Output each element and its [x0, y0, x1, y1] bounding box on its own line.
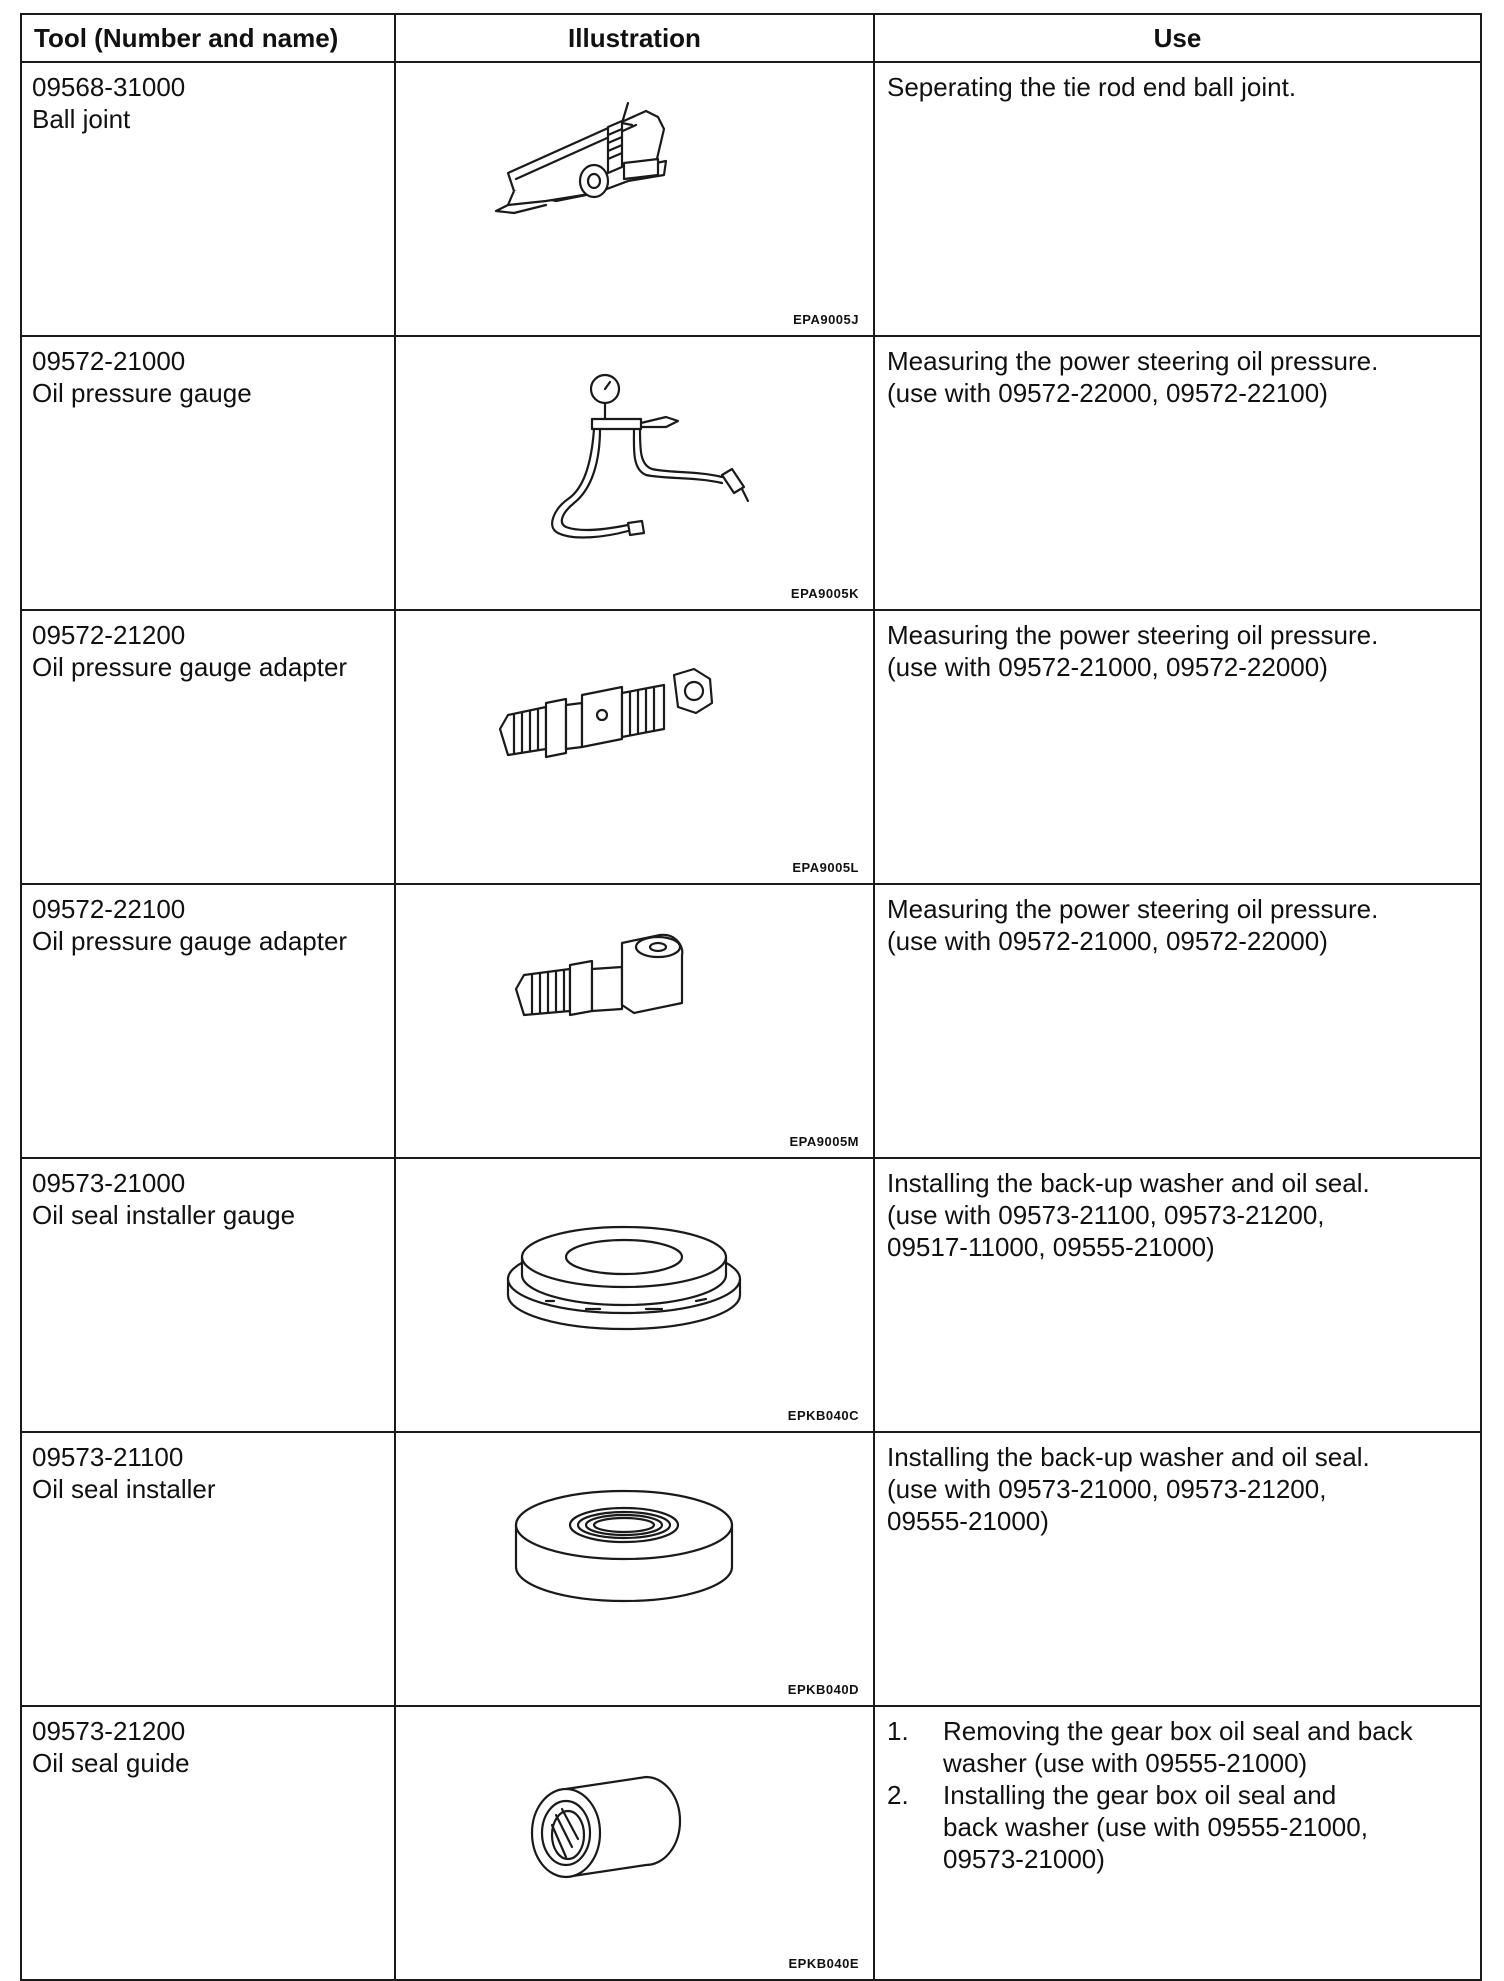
figure-code: EPKB040C [787, 1408, 859, 1423]
special-tools-table [20, 13, 1482, 1981]
thick-ring-icon [396, 1433, 875, 1689]
use-text: Installing the back-up washer and oil seal. [887, 1168, 1370, 1198]
header-tool: Tool (Number and name) [21, 14, 395, 62]
illustration-cell [395, 336, 874, 610]
use-text: (use with 09572-21000, 09572-22000) [887, 926, 1328, 956]
threaded-adapter-with-nut-icon [396, 611, 875, 867]
table-row [21, 1706, 1481, 1980]
use-cell [874, 336, 1481, 610]
tool-number: 09572-21200 [32, 620, 186, 650]
tool-name: Oil seal installer [32, 1474, 216, 1504]
tool-cell [21, 62, 395, 336]
list-item [887, 1779, 1468, 1875]
tool-number: 09568-31000 [32, 72, 186, 102]
tool-cell [21, 1432, 395, 1706]
figure-code: EPA9005L [792, 860, 859, 875]
use-cell [874, 1158, 1481, 1432]
step-text: 09573-21000) [943, 1844, 1105, 1874]
use-text: 09517-11000, 09555-21000) [887, 1232, 1215, 1262]
figure-code: EPKB040E [788, 1956, 859, 1971]
illustration-cell [395, 884, 874, 1158]
use-text: 09555-21000) [887, 1506, 1049, 1536]
use-cell [874, 884, 1481, 1158]
tool-name: Oil pressure gauge adapter [32, 926, 348, 956]
table-row [21, 1432, 1481, 1706]
step-text: washer (use with 09555-21000) [943, 1748, 1308, 1778]
table-row [21, 336, 1481, 610]
tool-cell [21, 1158, 395, 1432]
tool-number: 09573-21000 [32, 1168, 186, 1198]
tool-name: Oil seal installer gauge [32, 1200, 296, 1230]
step-text: back washer (use with 09555-21000, [943, 1812, 1368, 1842]
use-text: Measuring the power steering oil pressure. [887, 894, 1379, 924]
use-text: (use with 09572-22000, 09572-22100) [887, 378, 1328, 408]
step-number: 2. [887, 1780, 909, 1810]
figure-code: EPA9005J [793, 312, 859, 327]
tool-cell [21, 610, 395, 884]
table-row [21, 62, 1481, 336]
use-text: (use with 09572-21000, 09572-22000) [887, 652, 1328, 682]
use-text: Measuring the power steering oil pressure. [887, 346, 1379, 376]
table-row [21, 1158, 1481, 1432]
list-item [887, 1715, 1468, 1779]
use-text: Measuring the power steering oil pressure. [887, 620, 1379, 650]
table-row [21, 610, 1481, 884]
step-text: Removing the gear box oil seal and back [943, 1716, 1413, 1746]
table-row [21, 884, 1481, 1158]
tool-name: Oil seal guide [32, 1748, 190, 1778]
use-text: (use with 09573-21000, 09573-21200, [887, 1474, 1327, 1504]
tool-number: 09572-22100 [32, 894, 186, 924]
use-text: (use with 09573-21100, 09573-21200, [887, 1200, 1325, 1230]
tool-cell [21, 1706, 395, 1980]
figure-code: EPA9005M [789, 1134, 859, 1149]
illustration-cell [395, 1432, 874, 1706]
use-cell [874, 610, 1481, 884]
illustration-cell [395, 1158, 874, 1432]
ball-joint-puller-icon [396, 63, 875, 319]
tool-number: 09572-21000 [32, 346, 186, 376]
tool-name: Ball joint [32, 104, 131, 134]
illustration-cell [395, 62, 874, 336]
sleeve-icon [396, 1707, 875, 1963]
use-text: Seperating the tie rod end ball joint. [887, 72, 1297, 102]
illustration-cell [395, 1706, 874, 1980]
use-cell [874, 1706, 1481, 1980]
tool-name: Oil pressure gauge [32, 378, 252, 408]
tool-name: Oil pressure gauge adapter [32, 652, 348, 682]
tool-cell [21, 884, 395, 1158]
header-row [21, 14, 1481, 62]
use-text: Installing the back-up washer and oil seal. [887, 1442, 1370, 1472]
figure-code: EPA9005K [790, 586, 859, 601]
flanged-ring-icon [396, 1159, 875, 1415]
tool-number: 09573-21200 [32, 1716, 186, 1746]
tool-number: 09573-21100 [32, 1442, 184, 1472]
use-steps-list [887, 1715, 1468, 1875]
step-number: 1. [887, 1716, 909, 1746]
tool-cell [21, 336, 395, 610]
banjo-adapter-icon [396, 885, 875, 1141]
pressure-gauge-with-hoses-icon [396, 337, 875, 593]
use-cell [874, 1432, 1481, 1706]
figure-code: EPKB040D [787, 1682, 859, 1697]
use-cell [874, 62, 1481, 336]
header-use: Use [874, 14, 1481, 62]
step-text: Installing the gear box oil seal and [943, 1780, 1337, 1810]
header-illustration: Illustration [395, 14, 874, 62]
illustration-cell [395, 610, 874, 884]
